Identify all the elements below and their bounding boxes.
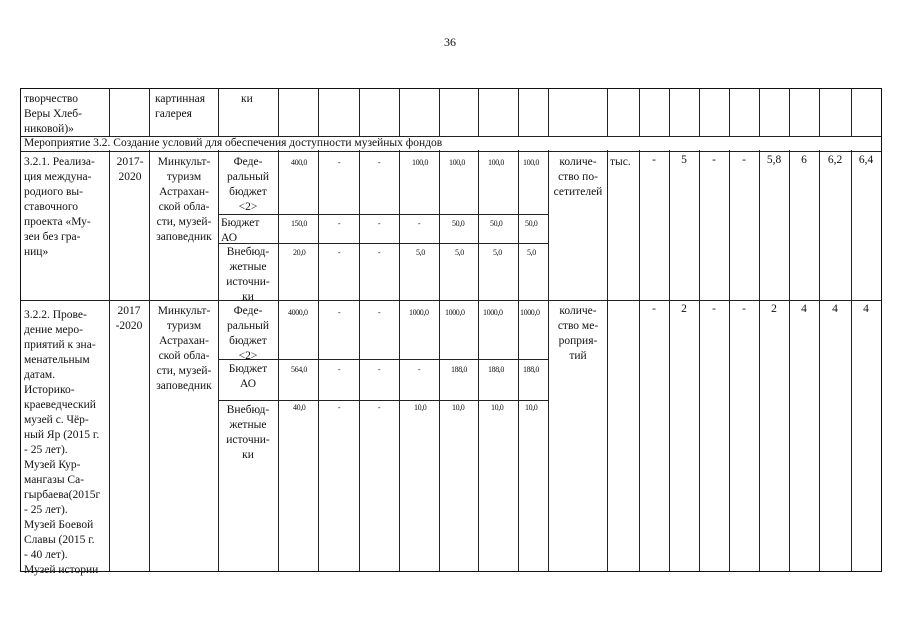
row1-source-regional: Бюджет АО <box>221 217 260 244</box>
row1-target-5: 6 <box>801 154 807 166</box>
section-title: Мероприятие 3.2. Создание условий для обеспечения доступности музейных фондов <box>24 137 443 149</box>
row2-target-5: 4 <box>801 303 807 315</box>
row2-fed-v4: 1000,0 <box>445 308 465 317</box>
row2-source-regional: Бюджет АО <box>228 363 268 390</box>
row2-source-extra: Внебюд- жетные источни- ки <box>226 404 270 461</box>
row2-reg-v4: 188,0 <box>451 365 468 374</box>
row2-source-federal: Феде- ральный бюджет <2> <box>227 305 269 362</box>
row1-target-7: 6,4 <box>858 154 874 166</box>
row2-target-7: 4 <box>863 303 869 315</box>
row1-reg-v3: - <box>417 219 421 228</box>
row2-fed-v2: - <box>377 308 381 317</box>
row2-reg-v5: 188,0 <box>488 365 505 374</box>
row1-reg-v5: 50,0 <box>490 219 503 228</box>
row1-ext-v3: 5,0 <box>416 248 425 257</box>
row1-fed-v6: 100,0 <box>523 158 540 167</box>
row2-fed-v0: 4000,0 <box>288 308 308 317</box>
row1-ext-v1: - <box>337 248 341 257</box>
row-divider <box>218 400 548 401</box>
row2-reg-v2: - <box>377 365 381 374</box>
row1-target-0: - <box>652 154 656 166</box>
column-divider <box>278 89 279 571</box>
page-number: 36 <box>444 35 456 49</box>
budget-table <box>20 88 882 576</box>
row2-ext-v0: 40,0 <box>293 403 306 412</box>
row1-source-extra: Внебюд- жетные источни- ки <box>226 246 270 303</box>
row1-ext-v4: 5,0 <box>455 248 464 257</box>
row1-unit: тыс. <box>610 156 631 168</box>
row2-reg-v6: 188,0 <box>523 365 540 374</box>
row1-reg-v4: 50,0 <box>452 219 465 228</box>
row1-target-1: 5 <box>681 154 687 166</box>
row1-fed-v3: 100,0 <box>412 158 429 167</box>
row1-ext-v6: 5,0 <box>527 248 536 257</box>
row2-ext-v6: 10,0 <box>525 403 538 412</box>
row1-target-4: 5,8 <box>766 154 782 166</box>
row2-reg-v0: 564,0 <box>291 365 308 374</box>
row1-ext-v2: - <box>377 248 381 257</box>
row2-ext-v3: 10,0 <box>414 403 427 412</box>
row2-fed-v3: 1000,0 <box>409 308 429 317</box>
row1-reg-v2: - <box>377 219 381 228</box>
row-divider <box>21 151 881 152</box>
row2-fed-v5: 1000,0 <box>483 308 503 317</box>
row2-fed-v1: - <box>337 308 341 317</box>
row2-target-4: 2 <box>771 303 777 315</box>
row2-executor: Минкульт- туризм Астрахан- ской обла- сти, музей- заповедник <box>156 305 212 392</box>
row1-indicator: количе- ство по- сетителей <box>553 156 603 198</box>
row2-reg-v1: - <box>337 365 341 374</box>
row1-years: 2017- 2020 <box>116 156 144 183</box>
row2-years: 2017 -2020 <box>115 305 143 332</box>
row1-fed-v0: 400,0 <box>291 158 308 167</box>
row2-target-2: - <box>712 303 716 315</box>
row1-target-2: - <box>712 154 716 166</box>
row2-target-6: 4 <box>832 303 838 315</box>
row1-reg-v0: 150,0 <box>291 219 308 228</box>
column-divider <box>518 89 519 571</box>
row2-target-3: - <box>742 303 746 315</box>
top-row-name: творчество Веры Хлеб- никовой)» <box>24 93 82 135</box>
row1-name: 3.2.1. Реализа- ция междуна- родиого вы- ставочного проекта «Му- зеи без гра- ниц» <box>24 156 95 258</box>
row1-source-federal: Феде- ральный бюджет <2> <box>227 156 269 213</box>
row2-reg-v3: - <box>417 365 421 374</box>
row1-executor: Минкульт- туризм Астрахан- ской обла- сти, музей- заповедник <box>156 156 212 243</box>
row2-indicator: количе- ство ме- роприя- тий <box>557 305 599 362</box>
row2-ext-v4: 10,0 <box>452 403 465 412</box>
top-row-source: ки <box>241 93 253 105</box>
row1-target-6: 6,2 <box>827 154 843 166</box>
row1-fed-v2: - <box>377 158 381 167</box>
row-divider <box>21 300 881 301</box>
column-divider <box>439 89 440 571</box>
row2-target-1: 2 <box>681 303 687 315</box>
row2-ext-v5: 10,0 <box>491 403 504 412</box>
row1-fed-v1: - <box>337 158 341 167</box>
row1-ext-v5: 5,0 <box>493 248 502 257</box>
row2-fed-v6: 1000,0 <box>520 308 540 317</box>
column-divider <box>607 89 608 571</box>
row2-target-0: - <box>652 303 656 315</box>
column-divider <box>478 89 479 571</box>
row1-reg-v1: - <box>337 219 341 228</box>
row1-reg-v6: 50,0 <box>525 219 538 228</box>
row1-fed-v5: 100,0 <box>488 158 505 167</box>
row2-ext-v2: - <box>377 403 381 412</box>
top-row-executor: картинная галерея <box>155 93 205 120</box>
row1-target-3: - <box>742 154 746 166</box>
row1-fed-v4: 100,0 <box>449 158 466 167</box>
row2-ext-v1: - <box>337 403 341 412</box>
row2-name: 3.2.2. Прове- дение меро- приятий к зна- менательным датам. Историко- краеведческий музей с. Чёр- ный Яр (2015 г. - 25 лет). Музей Кур- мангазы Са- гырбаева(2015г - 25 лет). Музей Боевой Славы (2015 г. - 40 лет). Музей истории <box>24 309 101 576</box>
row1-ext-v0: 20,0 <box>293 248 306 257</box>
column-divider <box>399 89 400 571</box>
